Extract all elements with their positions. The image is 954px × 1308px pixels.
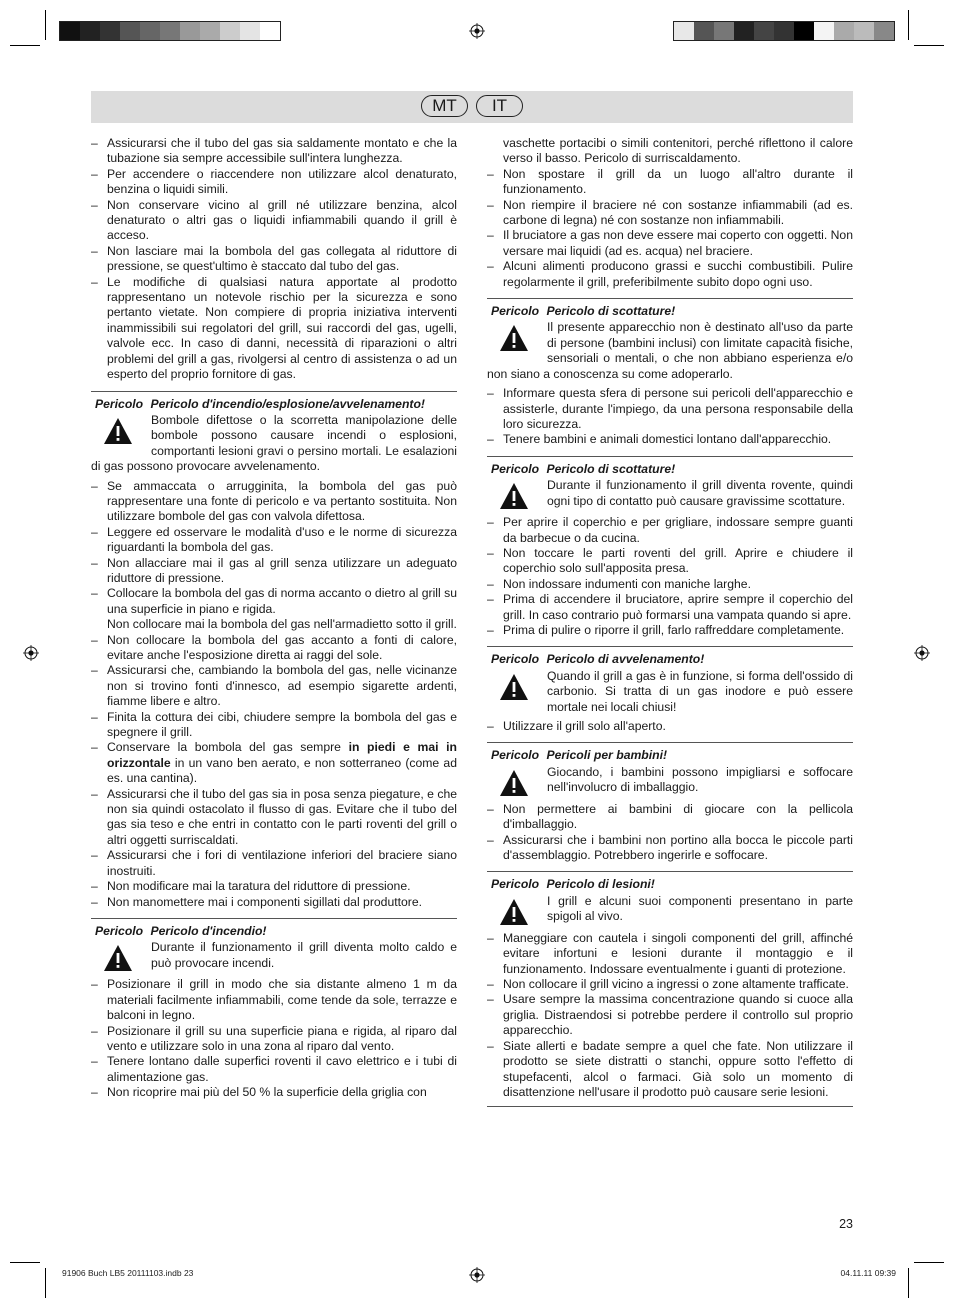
warning-box-children — [487, 742, 853, 795]
warning-triangle-icon — [499, 672, 529, 702]
list-item: – Non lasciare mai la bombola del gas collegata al riduttore di pressione, se quest'ultimo è staccato dal tubo del gas. — [91, 244, 457, 275]
list-item: – Alcuni alimenti producono grassi e succhi combustibili. Pulire regolarmente il grill, preferibilmente subito dopo ogni uso. — [487, 259, 853, 290]
list-item: – Non riempire il braciere né con sostanze infiammabili (ad es. carbone di legna) né con sostanze non infiammabili. — [487, 198, 853, 229]
list-item: – Le modifiche di qualsiasi natura apportate al prodotto rappresentano un notevole rischio per la sicurezza e sono pertanto vietate. Non compiere di propria iniziativa interventi inammissibili sui regolatori del grill, sui raccordi del gas, ugelli, valvole ecc. In caso di danni, necessità di riparazioni o altri problemi del grill a gas, rivolgersi al centro di assistenza o ad un esperto del proprio fornitore di gas. — [91, 275, 457, 383]
list-item: – Non indossare indumenti con maniche larghe. — [487, 577, 853, 592]
color-calibration-bar-right — [673, 21, 895, 41]
list-item: – Utilizzare il grill solo all'aperto. — [487, 719, 853, 734]
warning-title: Pericolo Pericolo d'incendio! — [95, 923, 267, 938]
warning-triangle-icon — [499, 897, 529, 927]
list-item: – Tenere lontano dalle superfici roventi il cavo elettrico e i tubi di alimentazione gas. — [91, 1054, 457, 1085]
footer-file-info: 91906 Buch LB5 20111103.indb 23 — [62, 1268, 194, 1278]
crop-mark — [45, 1268, 46, 1298]
warning-triangle-icon — [499, 323, 529, 353]
warning-body: Bombole difettose o la scorretta manipolazione delle bombole possono causare incendi o esplosioni, comportanti lesioni gravi o persino mortali. Le esalazioni di gas possono provocare avvelenamento. — [91, 412, 457, 474]
list-item: – Prima di accendere il bruciatore, aprire sempre il coperchio del grill. In caso contrario può formarsi una vampata quando si apre. — [487, 592, 853, 623]
registration-mark-icon — [469, 23, 485, 39]
warning-box-burns — [487, 456, 853, 509]
color-calibration-bar-left — [59, 21, 281, 41]
lang-badge-mt: MT — [421, 95, 468, 117]
warning-body: Il presente apparecchio non è destinato all'uso da parte di persone (bambini inclusi) con limitate capacità fisiche, sensoriali o mentali, o che non abbiano esperienza e/o non siano a conoscenza su come adoperarlo. — [487, 320, 853, 381]
list-item: – Leggere ed osservare le modalità d'uso e le norme di sicurezza riguardanti la bombola del gas. — [91, 525, 457, 556]
list-item: – Assicurarsi che, cambiando la bombola del gas, nelle vicinanze non si trovino fonti d'innesco, ad esempio sigarette ardenti, fiamme libere e altro. — [91, 663, 457, 709]
list-item: – Per accendere o riaccendere non utilizzare alcol denaturato, benzina o liquidi simili. — [91, 167, 457, 198]
list-item: – Finita la cottura dei cibi, chiudere sempre la bombola del gas e spegnere il grill. — [91, 710, 457, 741]
warning-title: Pericolo Pericolo di scottature! — [491, 461, 676, 476]
warning-box-injury — [487, 871, 853, 924]
crop-mark — [45, 10, 46, 40]
crop-mark — [914, 45, 944, 46]
list-item: – Non collocare il grill vicino a ingressi o zone altamente trafficate. — [487, 977, 853, 992]
list-item: – Informare questa sfera di persone sui pericoli dell'apparecchio e assisterle, durante l'impiego, da una persona responsabile della loro sicurezza. — [487, 386, 853, 432]
list-item: – Prima di pulire o riporre il grill, farlo raffreddare completamente. — [487, 623, 853, 638]
list-item: – Tenere bambini e animali domestici lontano dall'apparecchio. — [487, 432, 853, 447]
warning-title: Pericolo Pericolo di scottature! — [491, 304, 676, 319]
warning-triangle-icon — [499, 481, 529, 511]
warning-triangle-icon — [499, 768, 529, 798]
list-item: – Siate allerti e badate sempre a quel che fate. Non utilizzare il prodotto se siete distratti o stanchi, oppure sotto l'effetto di stupefacenti, alcol o farmaci. Già solo un momento di disattenzione nell'usare il prodotto può causare serie lesioni. — [487, 1039, 853, 1101]
list-item: – Usare sempre la massima concentrazione quando si cuoce alla griglia. Distraendosi si potrebbe perdere il controllo sul proprio apparecchio. — [487, 992, 853, 1038]
warning-box-fire — [91, 918, 457, 971]
registration-mark-icon — [914, 645, 930, 661]
lang-badge-it: IT — [476, 95, 523, 117]
warning-box-poisoning — [487, 646, 853, 715]
page-number: 23 — [839, 1217, 853, 1231]
list-item: – Non spostare il grill da un luogo all'altro durante il funzionamento. — [487, 167, 853, 198]
list-item: – Maneggiare con cautela i singoli componenti del grill, affinché evitare infortuni e lesioni durante il montaggio e il funzionamento. Indossare eventualmente i guanti di protezione. — [487, 931, 853, 977]
list-item: – Non collocare la bombola del gas accanto a fonti di calore, evitare anche l'esposizione diretta ai raggi del sole. — [91, 633, 457, 664]
list-item: – Assicurarsi che i fori di ventilazione inferiori del braciere siano inostruiti. — [91, 848, 457, 879]
list-item: – Il bruciatore a gas non deve essere mai coperto con oggetti. Non versare mai liquidi (ad es. acqua) nel braciere. — [487, 228, 853, 259]
list-item: – Posizionare il grill su una superficie piana e rigida, al riparo dal vento e utilizzare solo in una zona al riparo dal vento. — [91, 1024, 457, 1055]
warning-body: Giocando, i bambini possono impigliarsi e soffocare nell'involucro di imballaggio. — [547, 764, 853, 795]
list-item: – Non toccare le parti roventi del grill. Aprire e chiudere il coperchio solo sull'apposita presa. — [487, 546, 853, 577]
list-item: – Se ammaccata o arrugginita, la bombola del gas può rappresentare una fonte di pericolo e va pertanto sostituita. Non utilizzare bombole del gas con valvola difettosa. — [91, 479, 457, 525]
list-item: – Non allacciare mai il gas al grill senza utilizzare un adeguato riduttore di pressione. — [91, 556, 457, 587]
footer-date: 04.11.11 09:39 — [840, 1268, 896, 1278]
registration-mark-icon — [469, 1267, 485, 1283]
list-item: – Non conservare vicino al grill né utilizzare benzina, alcol denaturato o altri gas o liquidi infiammabili quando il grill è acceso. — [91, 198, 457, 244]
warning-title: Pericolo Pericolo di lesioni! — [491, 877, 655, 892]
crop-mark — [914, 1262, 944, 1263]
crop-mark — [10, 1262, 40, 1263]
warning-title: Pericolo Pericolo di avvelenamento! — [491, 652, 705, 667]
list-item: – Conservare la bombola del gas sempre in piedi e mai in orizzontale in un vano ben aerato, e non sotterraneo (come ad es. una cantina). — [91, 740, 457, 786]
list-item: – Assicurarsi che i bambini non portino alla bocca le piccole parti d'assemblaggio. Potrebbero ingerirle e soffocare. — [487, 833, 853, 864]
crop-mark — [908, 1268, 909, 1298]
language-header-band — [91, 91, 853, 123]
warning-body: Durante il funzionamento il grill diventa molto caldo e può provocare incendi. — [151, 940, 457, 970]
warning-box-burns-persons — [487, 298, 853, 382]
warning-title: Pericolo Pericolo d'incendio/esplosione/avvelenamento! — [95, 396, 425, 411]
right-column — [487, 136, 853, 1107]
warning-box-fire-explosion — [91, 391, 457, 475]
list-item: – Assicurarsi che il tubo del gas sia in posa senza piegature, e che non sia quindi ostacolato il flusso di gas. Evitare che il tubo del gas sia teso e che entri in contatto con le parti roventi del grill o altri oggetti surriscaldati. — [91, 787, 457, 849]
list-item: – Posizionare il grill in modo che sia distante almeno 1 m da materiali facilmente infiammabili, come tende da sole, terrazze e balconi in legno. — [91, 977, 457, 1023]
crop-mark — [908, 10, 909, 40]
list-item: – Per aprire il coperchio e per grigliare, indossare sempre guanti da barbecue o da cucina. — [487, 515, 853, 546]
warning-body: I grill e alcuni suoi componenti presentano in parte spigoli al vivo. — [547, 893, 853, 924]
warning-title: Pericolo Pericoli per bambini! — [491, 748, 668, 763]
warning-triangle-icon — [103, 416, 133, 446]
list-item: – Non modificare mai la taratura del riduttore di pressione. — [91, 879, 457, 894]
section-divider — [487, 1106, 853, 1107]
warning-triangle-icon — [103, 943, 133, 973]
registration-mark-icon — [23, 645, 39, 661]
list-item: – Non manomettere mai i componenti sigillati dal produttore. — [91, 895, 457, 910]
warning-body: Quando il grill a gas è in funzione, si forma dell'ossido di carbonio. Si tratta di un gas inodore e può essere mortale nei locali chiusi! — [547, 668, 853, 714]
crop-mark — [10, 45, 40, 46]
warning-body: Durante il funzionamento il grill diventa rovente, quindi ogni tipo di contatto può causare gravissime scottature. — [547, 478, 853, 508]
list-item: – Assicurarsi che il tubo del gas sia saldamente montato e che la tubazione sia sempre accessibile sull'intera lunghezza. — [91, 136, 457, 167]
list-item: – Non permettere ai bambini di giocare con la pellicola d'imballaggio. — [487, 802, 853, 833]
list-item: – Non ricoprire mai più del 50 % la superficie della griglia con — [91, 1085, 457, 1100]
list-item-continuation: vaschette portacibi o simili contenitori, perché riflettono il calore verso il basso. Pericolo di surriscaldamento. — [503, 136, 853, 166]
list-item: – Collocare la bombola del gas di norma accanto o dietro al grill su una superficie in piano e rigida. — [91, 586, 457, 617]
left-column — [91, 136, 457, 1101]
list-item-continuation: Non collocare mai la bombola del gas nell'armadietto sotto il grill. — [107, 617, 457, 632]
